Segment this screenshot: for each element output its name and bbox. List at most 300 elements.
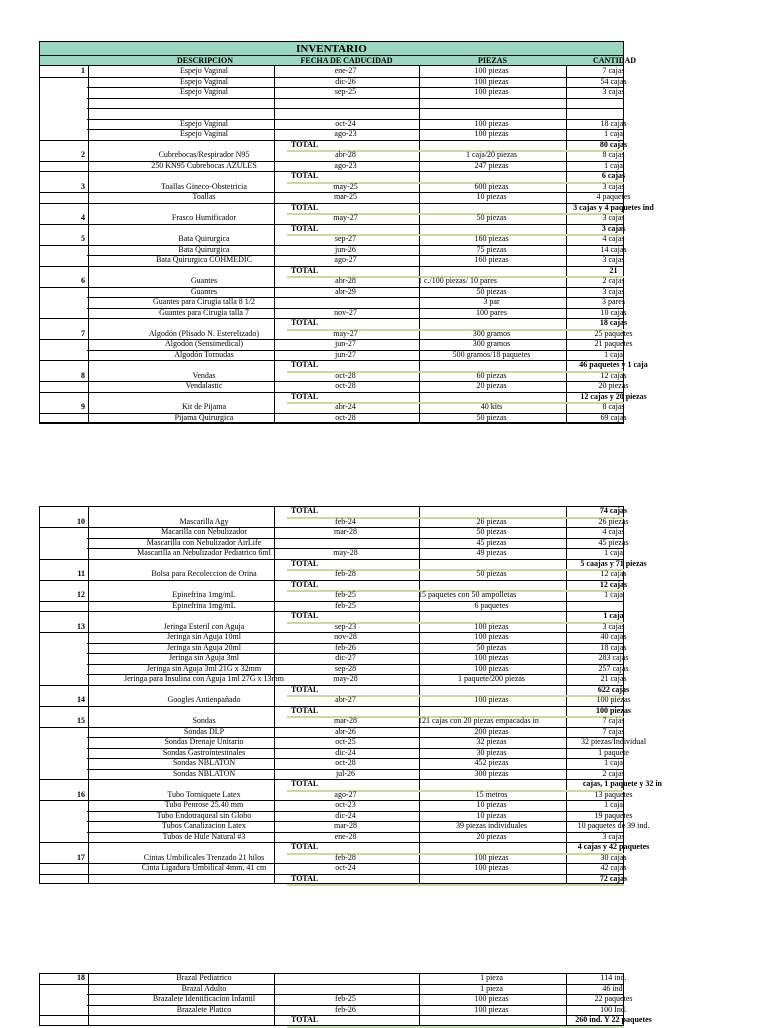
pieces-cell [418, 706, 565, 717]
pieces-cell: 121 cajas con 20 piezas empacadas in [418, 716, 539, 725]
row-divider [39, 423, 624, 424]
item-number: 3 [81, 181, 85, 191]
item-number [39, 203, 87, 214]
pieces-cell: 1 c./100 piezas/ 10 pares [418, 276, 497, 285]
expiry-cell: feb-25 [335, 590, 356, 599]
expiry-cell: feb-25 [335, 994, 356, 1003]
total-row [39, 360, 648, 371]
quantity-cell: 12 cajas [599, 579, 628, 589]
quantity-cell: 69 cajas [600, 412, 627, 422]
quantity-cell: 10 paquetes de 39 ind. [577, 821, 650, 830]
table-row [39, 161, 624, 172]
pieces-cell [418, 580, 565, 591]
description-cell: Frasco Humificador [171, 213, 237, 222]
expiry-cell: may-28 [333, 674, 358, 683]
table-row [39, 601, 624, 612]
expiry-cell [273, 360, 418, 371]
expiry-cell [273, 392, 418, 403]
expiry-cell: oct-28 [335, 370, 356, 380]
table-row [39, 769, 624, 780]
item-number: 10 [77, 516, 85, 526]
pieces-cell: 20 piezas [476, 831, 507, 841]
description-cell: Vendas [192, 370, 216, 380]
expiry-cell [273, 318, 418, 329]
expiry-cell: dic-27 [335, 653, 356, 662]
pieces-cell: 30 piezas [476, 747, 507, 757]
expiry-cell: may-25 [333, 181, 358, 191]
quantity-cell: 54 cajas [600, 76, 627, 86]
table-row [39, 832, 624, 843]
description-cell: Sondas [192, 716, 216, 725]
item-number [39, 548, 87, 559]
description-cell: Algodón (Plisado N. Esterelizado) [148, 328, 260, 338]
pieces-cell: 15 metros [475, 789, 508, 799]
pieces-cell: 100 pares [476, 307, 507, 317]
expiry-cell: ago-27 [334, 789, 357, 799]
pieces-cell: 600 piezas [474, 181, 509, 191]
description-cell: Cinta Ligadura Umbilical 4mm, 41 cm [141, 863, 267, 872]
item-number [39, 140, 87, 151]
quantity-cell: 3 cajas [602, 213, 625, 222]
item-number [39, 308, 87, 319]
description-cell: Bolsa para Recoleccion de Orina [151, 569, 257, 578]
description-cell: Bata Quirurgica COHMEDIC [156, 255, 252, 264]
quantity-cell: 3 cajas [602, 621, 625, 631]
total-row [39, 202, 654, 214]
table-row [39, 695, 631, 706]
item-number [39, 737, 87, 748]
pieces-cell [418, 685, 565, 696]
expiry-cell: mar-28 [334, 716, 357, 725]
expiry-cell: jul-26 [335, 768, 356, 778]
pieces-cell: 10 piezas [476, 192, 507, 201]
item-number: 16 [77, 789, 85, 799]
quantity-cell: 19 paquetes [594, 810, 633, 820]
expiry-cell: oct-23 [335, 800, 356, 809]
expiry-cell: abr-28 [335, 276, 356, 285]
description-cell: TOTAL [291, 318, 319, 327]
description-cell: Guantes para Cirugia talla 7 [159, 307, 249, 317]
expiry-cell: nov-28 [334, 632, 357, 641]
description-cell: Sondas Gastrointestinales [162, 747, 246, 757]
item-number [39, 800, 87, 811]
expiry-cell [273, 580, 418, 591]
row-divider [287, 1026, 624, 1028]
item-number [39, 706, 87, 717]
item-number [39, 811, 87, 822]
description-cell: Toallas [192, 192, 216, 201]
description-cell: 250 KN95 Cubrebocas AZULES [151, 160, 257, 170]
description-cell: TOTAL [291, 139, 319, 149]
pieces-cell: 100 piezas [474, 632, 509, 641]
quantity-cell: 2 cajas [602, 768, 625, 778]
pieces-cell: 60 piezas [476, 370, 507, 380]
item-number [39, 580, 87, 591]
quantity-cell: 100 Ind. [600, 1004, 627, 1014]
item-number: 15 [77, 716, 85, 725]
item-number [39, 129, 87, 140]
pieces-cell: 1 caja/20 piezas [465, 150, 518, 159]
pieces-cell: 32 piezas [476, 737, 507, 746]
expiry-cell [273, 685, 418, 696]
table-row [39, 653, 629, 664]
item-number [39, 318, 87, 329]
pieces-cell [418, 108, 565, 119]
item-number [39, 994, 87, 1005]
item-number [39, 748, 87, 759]
quantity-cell: cajas, 1 paquete y 32 in [582, 779, 662, 788]
pieces-cell: 100 piezas [474, 66, 509, 75]
item-number: 18 [77, 973, 85, 982]
item-number [39, 769, 87, 780]
table-row [39, 118, 627, 130]
pieces-cell [418, 611, 565, 622]
item-number [39, 842, 87, 853]
table-row [39, 234, 624, 245]
description-cell: Tubos Canalizacion Latex [162, 821, 246, 830]
pieces-cell: 100 piezas [474, 129, 509, 138]
item-number [39, 685, 87, 696]
quantity-cell: 12 cajas [600, 569, 627, 578]
item-number [39, 171, 87, 182]
pieces-cell [418, 506, 565, 517]
expiry-cell: jun-26 [335, 244, 356, 254]
expiry-cell: mar-28 [334, 527, 357, 536]
description-cell: TOTAL [291, 705, 319, 715]
table-row [39, 994, 633, 1005]
table-row [39, 339, 633, 350]
pieces-cell: 100 piezas [474, 621, 509, 631]
expiry-cell: feb-26 [335, 1004, 356, 1014]
expiry-cell [273, 874, 418, 885]
description-cell: Googles Antienpañado [167, 695, 241, 704]
expiry-cell: abr-24 [335, 402, 356, 411]
header-piezas: PIEZAS [478, 56, 507, 65]
quantity-cell: 30 cajas [600, 852, 627, 862]
table-row [39, 537, 629, 549]
description-cell: TOTAL [291, 579, 319, 589]
expiry-cell: may-28 [333, 548, 358, 557]
quantity-cell: 8 cajas [602, 402, 625, 411]
expiry-cell: feb-25 [335, 600, 356, 610]
table-row [39, 590, 624, 601]
table-row [39, 516, 629, 528]
description-cell: Brazal Pediatrico [176, 973, 232, 982]
pieces-cell: 100 piezas [474, 76, 509, 86]
pieces-cell: 100 piezas [474, 87, 509, 96]
description-cell: Mascarilla con Nebulizador AirLife [146, 537, 262, 547]
quantity-cell: 42 cajas [600, 863, 627, 872]
expiry-cell: sep-23 [334, 621, 357, 631]
quantity-cell: 74 cajas [599, 506, 628, 515]
item-number [39, 245, 87, 256]
table-row [39, 569, 627, 580]
pieces-cell: 49 piezas [476, 548, 507, 557]
description-cell: Pijama Quirurgica [174, 412, 234, 422]
description-cell: Guantes para Cirugia talla 8 1/2 [153, 297, 255, 306]
table-row [39, 727, 624, 738]
sheet-title: INVENTARIO [39, 41, 624, 56]
expiry-cell: feb-28 [335, 569, 356, 578]
pieces-cell [418, 171, 565, 182]
expiry-cell [273, 559, 418, 570]
expiry-cell [273, 706, 418, 717]
description-cell: Espejo Vaginal [179, 87, 229, 96]
description-cell: Brazalete Platico [176, 1004, 232, 1014]
expiry-cell: abr-29 [335, 286, 356, 296]
quantity-cell: 12 cajas y 20 piezas [580, 391, 647, 401]
pieces-cell: 100 piezas [474, 1004, 509, 1014]
row-divider [287, 884, 624, 886]
item-number [39, 779, 87, 790]
description-cell: Macarilla con Nebulizador [161, 527, 247, 536]
item-number [39, 381, 87, 392]
pieces-cell [418, 224, 565, 235]
quantity-cell: 3 pares [602, 297, 625, 306]
quantity-cell: 46 paquetes y 1 caja [579, 360, 648, 369]
pieces-cell: 300 gramos [472, 339, 511, 348]
total-row [39, 318, 628, 329]
description-cell: Sondas NBLATON [172, 758, 236, 767]
pieces-cell: 300 gramos [472, 328, 511, 338]
description-cell: Guantes [190, 286, 218, 296]
item-number: 17 [77, 852, 85, 862]
expiry-cell: dic-24 [335, 810, 356, 820]
item-number: 1 [81, 66, 85, 75]
description-cell: Jeringa para Insulina con Aguja 1ml 27G x 13mm [124, 674, 284, 683]
expiry-cell: dic-24 [335, 747, 356, 757]
item-number [39, 360, 87, 371]
item-number [39, 350, 87, 361]
item-number [39, 632, 87, 643]
table-row [39, 276, 624, 287]
quantity-cell: 12 cajas [600, 370, 627, 380]
item-number [39, 161, 87, 172]
item-number [39, 538, 87, 549]
table-row [39, 548, 624, 559]
quantity-cell: 2 cajas [602, 276, 625, 285]
description-cell: Guantes [190, 276, 218, 285]
header-cantidad: CANTIDAD [592, 56, 637, 65]
item-number [39, 224, 87, 235]
quantity-cell: 21 paquetes [594, 339, 633, 348]
pieces-cell: 247 piezas [474, 160, 509, 170]
table-row [39, 381, 629, 392]
description-cell: Tubos de Hule Natural #3 [162, 831, 246, 841]
expiry-cell: ene-27 [334, 66, 357, 75]
pieces-cell: 100 piezas [474, 663, 509, 673]
table-row [39, 973, 627, 984]
pieces-cell: 10 piezas [476, 810, 507, 820]
pieces-cell: 45 piezas [476, 537, 507, 547]
item-number: 9 [81, 402, 85, 411]
item-number: 14 [77, 695, 85, 704]
description-cell: Cintas Umbilicales Trenzado 21 hilos [143, 852, 265, 862]
table-row [39, 642, 627, 654]
expiry-cell [273, 171, 418, 182]
quantity-cell: 622 cajas [597, 684, 630, 694]
table-row [39, 800, 624, 811]
total-row [39, 705, 631, 717]
table-row [39, 244, 627, 256]
pieces-cell: 100 piezas [474, 653, 509, 662]
description-cell: Sondas DLP [183, 726, 225, 736]
item-number: 2 [81, 150, 85, 159]
header-row [39, 55, 637, 66]
description-cell: Mascarilla an Nebulizador Pediatrico 6ml [137, 548, 271, 557]
item-number [39, 758, 87, 769]
total-row [39, 842, 650, 853]
pieces-cell: 39 piezas individuales [455, 821, 528, 830]
total-row [39, 391, 647, 403]
quantity-cell: 4 cajas [602, 234, 625, 243]
pieces-cell: 100 piezas [474, 695, 509, 704]
quantity-cell: 100 piezas [596, 705, 631, 715]
quantity-cell: 40 cajas [600, 632, 627, 641]
item-number [39, 108, 87, 119]
description-cell: Kit de Pijama [182, 402, 226, 411]
item-number [39, 255, 87, 266]
item-number [39, 413, 87, 424]
item-number [39, 506, 87, 517]
description-cell: TOTAL [291, 779, 319, 788]
expiry-cell [273, 140, 418, 151]
inventory-sheet [39, 0, 662, 1024]
expiry-cell: abr-26 [335, 726, 356, 736]
table-row [39, 297, 624, 308]
table-row [39, 287, 624, 298]
description-cell: TOTAL [291, 265, 319, 275]
table-row [39, 255, 624, 266]
table-row [39, 108, 624, 119]
pieces-cell [418, 98, 565, 109]
pieces-cell: 200 piezas [474, 726, 509, 736]
table-row [39, 87, 624, 98]
quantity-cell: 3 cajas y 4 paquetes ind [573, 202, 654, 212]
expiry-cell [273, 297, 418, 308]
item-number [39, 611, 87, 622]
table-row [39, 663, 629, 675]
pieces-cell [418, 360, 565, 371]
quantity-cell [565, 108, 662, 119]
quantity-cell: 1 caja [604, 590, 623, 599]
description-cell: Tubo Endotraqueal sin Globo [156, 810, 252, 820]
total-row [39, 779, 662, 790]
description-cell: TOTAL [291, 873, 319, 883]
expiry-cell [273, 984, 418, 995]
quantity-cell: 5 caajas y 71 piezas [580, 558, 647, 568]
item-number [39, 727, 87, 738]
description-cell: TOTAL [291, 202, 319, 212]
pieces-cell: 300 piezas [474, 768, 509, 778]
pieces-cell: 40 kits [480, 402, 503, 411]
pieces-cell [418, 779, 565, 790]
description-cell: Epinefrina 1mg/mL [172, 600, 236, 610]
item-number [39, 821, 87, 832]
expiry-cell: oct-24 [335, 863, 356, 872]
total-row [39, 558, 647, 570]
quantity-cell: 3 cajas [602, 87, 625, 96]
table-row [39, 370, 627, 382]
table-row [39, 192, 631, 203]
description-cell: Brazalete Identificacion Infantil [152, 994, 256, 1003]
expiry-cell: sep-27 [334, 234, 357, 243]
item-number [39, 1005, 87, 1016]
description-cell: Jeringa sin Aguja 3ml [169, 653, 239, 662]
header-fecha: FECHA DE CADUCIDAD [300, 56, 393, 65]
table-row [39, 821, 650, 832]
description-cell: Espejo Vaginal [179, 129, 229, 138]
description-cell: TOTAL [291, 611, 319, 620]
expiry-cell: abr-28 [335, 150, 356, 159]
pieces-cell [418, 559, 565, 570]
item-number [39, 984, 87, 995]
pieces-cell [418, 203, 565, 214]
table-row [39, 852, 627, 864]
table-row [39, 307, 627, 319]
quantity-cell [565, 98, 662, 109]
quantity-cell: 4 paquetes [596, 192, 631, 201]
quantity-cell: 1 caja [604, 160, 623, 170]
expiry-cell [273, 611, 418, 622]
description-cell: Sondas Drenaje Unitario [164, 737, 244, 746]
pieces-cell [418, 266, 565, 277]
expiry-cell [273, 98, 418, 109]
quantity-cell: 3 cajas [602, 286, 625, 296]
table-row [39, 758, 624, 769]
description-cell: Bata Quirurgica [178, 244, 230, 254]
description-cell: Espejo Vaginal [179, 66, 229, 75]
description-cell: Algodón (Sensimedical) [165, 339, 243, 348]
expiry-cell: mar-28 [334, 821, 357, 830]
table-row [39, 863, 627, 874]
description-cell: TOTAL [291, 223, 319, 233]
table-row [39, 66, 624, 77]
description-cell: TOTAL [291, 360, 319, 369]
quantity-cell: 10 cajas [600, 307, 627, 317]
expiry-cell: sep-28 [334, 663, 357, 673]
expiry-cell: feb-26 [335, 642, 356, 652]
expiry-cell: jun-27 [335, 339, 356, 348]
item-number [39, 559, 87, 570]
quantity-cell: 26 piezas [598, 516, 629, 526]
description-cell: TOTAL [291, 506, 319, 515]
item-number [39, 874, 87, 885]
table-row [39, 412, 627, 424]
description-cell: Cubrebocas/Respirador N95 [158, 150, 250, 159]
table-row [39, 76, 627, 88]
pieces-cell: 100 piezas [474, 994, 509, 1003]
quantity-cell: 18 cajas [600, 642, 627, 652]
item-number [39, 266, 87, 277]
pieces-cell: 100 piezas [474, 863, 509, 872]
item-number [39, 527, 87, 538]
quantity-cell: 18 cajas [599, 318, 628, 327]
quantity-cell: 3 cajas [602, 181, 625, 191]
description-cell: Jeringa sin Aguja 10ml [167, 632, 241, 641]
total-row [39, 224, 624, 235]
pieces-cell [418, 874, 565, 885]
expiry-cell: mar-25 [334, 192, 357, 201]
quantity-cell: 1 caja [604, 548, 623, 557]
quantity-cell: 1 caja [604, 758, 623, 767]
quantity-cell: 46 ind. [602, 983, 625, 993]
expiry-cell: jun-27 [335, 349, 356, 359]
table-row [39, 674, 627, 685]
table-row [39, 1004, 627, 1016]
quantity-cell: 32 piezas/Individual [580, 737, 647, 746]
item-number [39, 653, 87, 664]
